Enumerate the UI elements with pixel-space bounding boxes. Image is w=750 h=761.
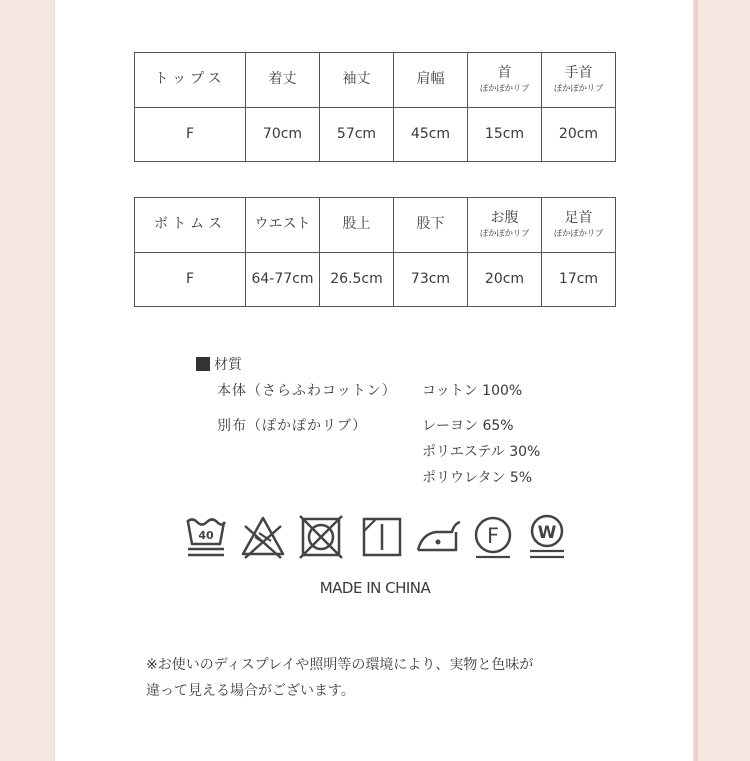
- tops-size-cell: F: [135, 108, 246, 162]
- material-rib-label: 別布（ぽかぽかリブ）: [217, 418, 368, 434]
- tops-header-wrist: 手首 ぽかぽかリブ: [542, 53, 616, 108]
- materials-heading: 材質: [196, 354, 242, 374]
- bottoms-header-belly: お腹 ぽかぽかリブ: [468, 198, 542, 253]
- bottoms-header-waist: ウエスト: [246, 198, 320, 253]
- no-tumble-dry-icon: [299, 514, 343, 560]
- tops-header-neck: 首 ぽかぽかリブ: [468, 53, 542, 108]
- material-rib-value-1: レーヨン 65%: [422, 418, 514, 434]
- wash-40-gentle-icon: [184, 514, 228, 560]
- bottoms-waist-cell: 64-77cm: [246, 253, 320, 307]
- tops-size-table: [134, 52, 616, 162]
- square-bullet-icon: [196, 357, 210, 371]
- care-label-icons: [184, 514, 568, 560]
- dry-clean-letter: F: [486, 524, 500, 548]
- bottoms-header-category: ボトムス: [135, 198, 246, 253]
- note-line-2: 違って見える場合がございます。: [146, 683, 355, 699]
- tops-neck-cell: 15cm: [468, 108, 542, 162]
- material-body-label: 本体（さらふわコットン）: [217, 383, 397, 399]
- bottoms-size-table: [134, 197, 616, 307]
- wet-clean-w-icon: [526, 514, 568, 560]
- tops-sleeve-cell: 57cm: [320, 108, 394, 162]
- note-line-1: ※お使いのディスプレイや照明等の環境により、実物と色味が: [146, 657, 534, 673]
- tops-header-sleeve: 袖丈: [320, 53, 394, 108]
- tops-header-shoulder: 肩幅: [394, 53, 468, 108]
- bottoms-rise-cell: 26.5cm: [320, 253, 394, 307]
- bottoms-ankle-cell: 17cm: [542, 253, 616, 307]
- bottoms-header-inseam: 股下: [394, 198, 468, 253]
- country-of-origin: MADE IN CHINA: [319, 579, 431, 597]
- material-body-value: コットン 100%: [422, 383, 523, 399]
- bottoms-inseam-cell: 73cm: [394, 253, 468, 307]
- right-border: [694, 0, 698, 761]
- wash-temp-label: 40: [198, 529, 214, 542]
- bottoms-belly-cell: 20cm: [468, 253, 542, 307]
- tops-header-category: トップス: [135, 53, 246, 108]
- bottoms-header-ankle: 足首 ぽかぽかリブ: [542, 198, 616, 253]
- material-rib-value-2: ポリエステル 30%: [422, 444, 541, 460]
- line-dry-shade-icon: [360, 514, 404, 560]
- tops-length-cell: 70cm: [246, 108, 320, 162]
- tops-header-length: 着丈: [246, 53, 320, 108]
- tops-wrist-cell: 20cm: [542, 108, 616, 162]
- no-bleach-icon: [240, 514, 286, 560]
- wet-clean-letter: W: [537, 523, 557, 543]
- material-rib-value-3: ポリウレタン 5%: [422, 470, 533, 486]
- dry-clean-f-icon: [472, 514, 514, 560]
- iron-low-icon: [414, 514, 462, 560]
- tops-shoulder-cell: 45cm: [394, 108, 468, 162]
- color-disclaimer-note: [146, 652, 626, 704]
- bottoms-header-rise: 股上: [320, 198, 394, 253]
- bottoms-size-cell: F: [135, 253, 246, 307]
